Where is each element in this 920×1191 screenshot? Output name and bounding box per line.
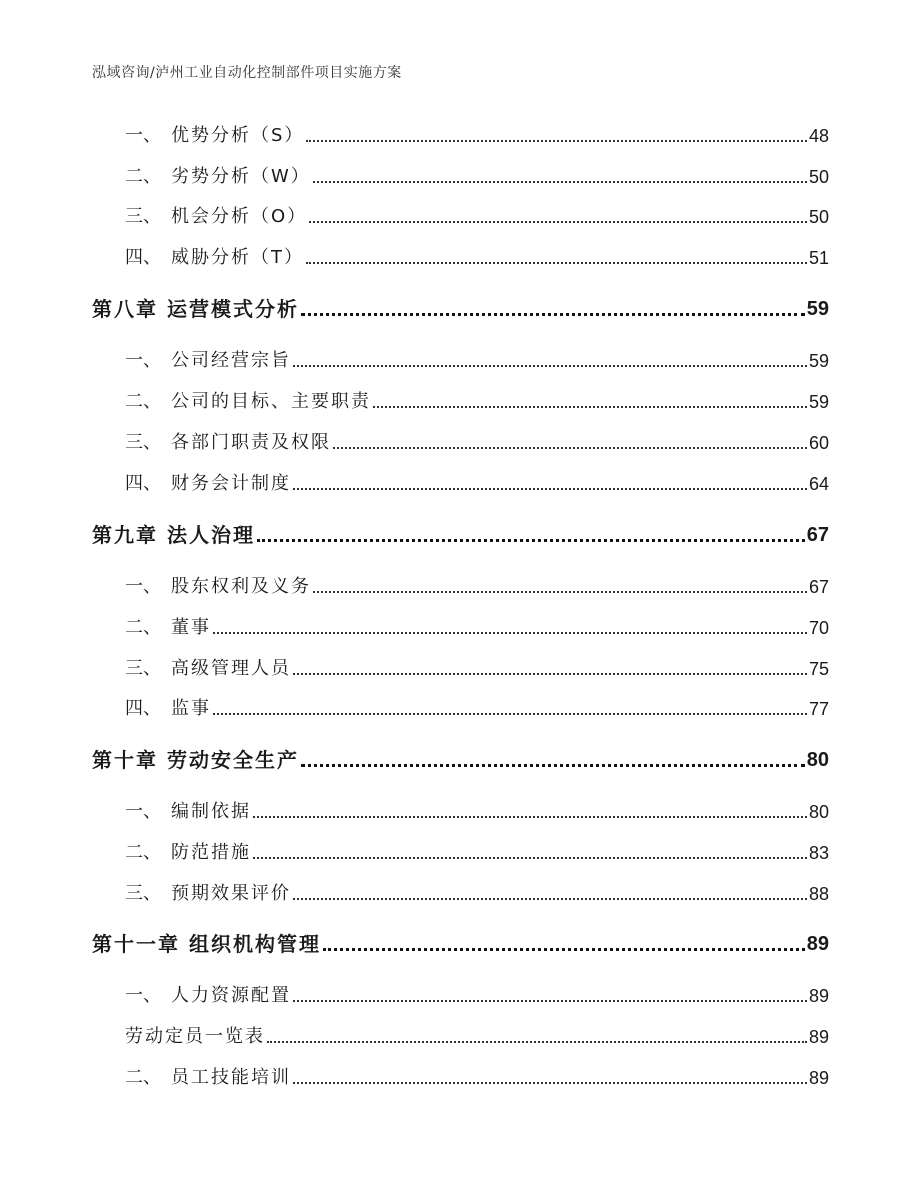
toc-leader-dots (313, 591, 807, 593)
toc-leader-dots (313, 181, 807, 183)
toc-entry-page: 50 (808, 207, 829, 227)
toc-entry-title: 编制依据 (171, 801, 251, 822)
toc-entry-page: 64 (808, 474, 829, 494)
toc-entry-number: 一、 (125, 350, 161, 371)
toc-chapter-entry[interactable] (92, 750, 829, 770)
toc-chapter-entry[interactable] (92, 525, 829, 545)
toc-entry-page: 48 (808, 126, 829, 146)
toc-entry-page: 89 (808, 1068, 829, 1088)
toc-entry[interactable] (125, 1069, 829, 1087)
toc-entry[interactable] (125, 885, 829, 903)
toc-entry[interactable] (125, 700, 829, 718)
toc-entry-page: 51 (808, 248, 829, 268)
toc-entry[interactable] (125, 803, 829, 821)
toc-entry-number: 三、 (125, 432, 161, 453)
toc-entry-title: 监事 (171, 698, 211, 719)
toc-chapter-page: 80 (806, 749, 829, 771)
toc-entry-number: 三、 (125, 658, 161, 679)
toc-leader-dots (306, 140, 807, 142)
toc-entry-title: 员工技能培训 (171, 1067, 291, 1088)
toc-chapter-page: 89 (806, 933, 829, 955)
toc-entry-number: 一、 (125, 985, 161, 1006)
toc-leader-dots (293, 1082, 807, 1084)
toc-entry[interactable] (125, 660, 829, 678)
toc-leader-dots (267, 1041, 807, 1043)
toc-chapter-entry[interactable] (92, 934, 829, 954)
toc-entry[interactable] (125, 208, 829, 226)
toc-entry-page: 83 (808, 843, 829, 863)
toc-entry-page: 89 (808, 1027, 829, 1047)
toc-entry-title: 高级管理人员 (171, 658, 291, 679)
toc-leader-dots (293, 365, 807, 367)
toc-leader-dots (306, 262, 807, 264)
toc-leader-dots (333, 447, 807, 449)
toc-leader-dots (293, 898, 807, 900)
toc-entry-page: 88 (808, 884, 829, 904)
toc-entry-number: 三、 (125, 883, 161, 904)
toc-entry-page: 77 (808, 699, 829, 719)
toc-entry-title: 威胁分析（T） (171, 247, 304, 268)
toc-leader-dots (373, 406, 807, 408)
toc-entry[interactable] (125, 578, 829, 596)
toc-leader-dots (293, 673, 807, 675)
toc-entry-page: 67 (808, 577, 829, 597)
toc-entry-title: 劣势分析（W） (171, 166, 311, 187)
toc-leader-dots (309, 221, 807, 223)
toc-entry-number: 四、 (125, 473, 161, 494)
toc-leader-dots (301, 313, 805, 316)
toc-leader-dots (323, 948, 805, 951)
toc-entry-title: 劳动定员一览表 (125, 1026, 265, 1047)
toc-entry[interactable] (125, 168, 829, 186)
toc-entry[interactable] (125, 393, 829, 411)
toc-entry-number: 一、 (125, 801, 161, 822)
toc-entry-number: 四、 (125, 698, 161, 719)
toc-entry-page: 70 (808, 618, 829, 638)
toc-entry-title: 财务会计制度 (171, 473, 291, 494)
toc-entry-page: 80 (808, 802, 829, 822)
toc-entry-number: 四、 (125, 247, 161, 268)
toc-chapter-title: 第十一章 组织机构管理 (92, 932, 321, 956)
toc-leader-dots (253, 816, 807, 818)
toc-entry-title: 公司的目标、主要职责 (171, 391, 371, 412)
toc-entry-number: 二、 (125, 1067, 161, 1088)
toc-entry[interactable] (125, 987, 829, 1005)
toc-entry-table[interactable] (125, 1028, 829, 1046)
toc-leader-dots (293, 488, 807, 490)
toc-entry-title: 优势分析（S） (171, 125, 305, 146)
toc-entry-page: 50 (808, 167, 829, 187)
toc-entry-page: 75 (808, 659, 829, 679)
toc-entry-title: 防范措施 (171, 842, 251, 863)
toc-entry-title: 公司经营宗旨 (171, 350, 291, 371)
toc-entry[interactable] (125, 475, 829, 493)
toc-entry-number: 二、 (125, 617, 161, 638)
toc-chapter-title: 第八章 运营模式分析 (92, 297, 299, 321)
toc-entry-page: 89 (808, 986, 829, 1006)
toc-entry-number: 一、 (125, 576, 161, 597)
toc-entry-title: 董事 (171, 617, 211, 638)
toc-entry-title: 机会分析（O） (171, 206, 308, 227)
toc-entry[interactable] (125, 844, 829, 862)
toc-entry-number: 三、 (125, 206, 161, 227)
toc-leader-dots (213, 632, 807, 634)
page-header: 泓域咨询/泸州工业自动化控制部件项目实施方案 (92, 65, 402, 81)
toc-entry-title: 股东权利及义务 (171, 576, 311, 597)
toc-entry-number: 二、 (125, 391, 161, 412)
toc-entry[interactable] (125, 249, 829, 267)
toc-entry[interactable] (125, 434, 829, 452)
toc-leader-dots (257, 539, 805, 542)
toc-entry[interactable] (125, 127, 829, 145)
toc-chapter-page: 59 (806, 298, 829, 320)
toc-leader-dots (293, 1000, 807, 1002)
toc-entry-page: 59 (808, 351, 829, 371)
toc-entry-title: 预期效果评价 (171, 883, 291, 904)
toc-entry-number: 一、 (125, 125, 161, 146)
toc-chapter-title: 第九章 法人治理 (92, 523, 255, 547)
toc-chapter-page: 67 (806, 524, 829, 546)
toc-entry-page: 59 (808, 392, 829, 412)
toc-entry-page: 60 (808, 433, 829, 453)
toc-entry-number: 二、 (125, 842, 161, 863)
toc-entry[interactable] (125, 619, 829, 637)
toc-entry-title: 人力资源配置 (171, 985, 291, 1006)
toc-entry[interactable] (125, 352, 829, 370)
toc-chapter-title: 第十章 劳动安全生产 (92, 748, 299, 772)
toc-leader-dots (213, 713, 807, 715)
toc-chapter-entry[interactable] (92, 299, 829, 319)
toc-entry-title: 各部门职责及权限 (171, 432, 331, 453)
toc-entry-number: 二、 (125, 166, 161, 187)
toc-leader-dots (301, 764, 805, 767)
toc-leader-dots (253, 857, 807, 859)
